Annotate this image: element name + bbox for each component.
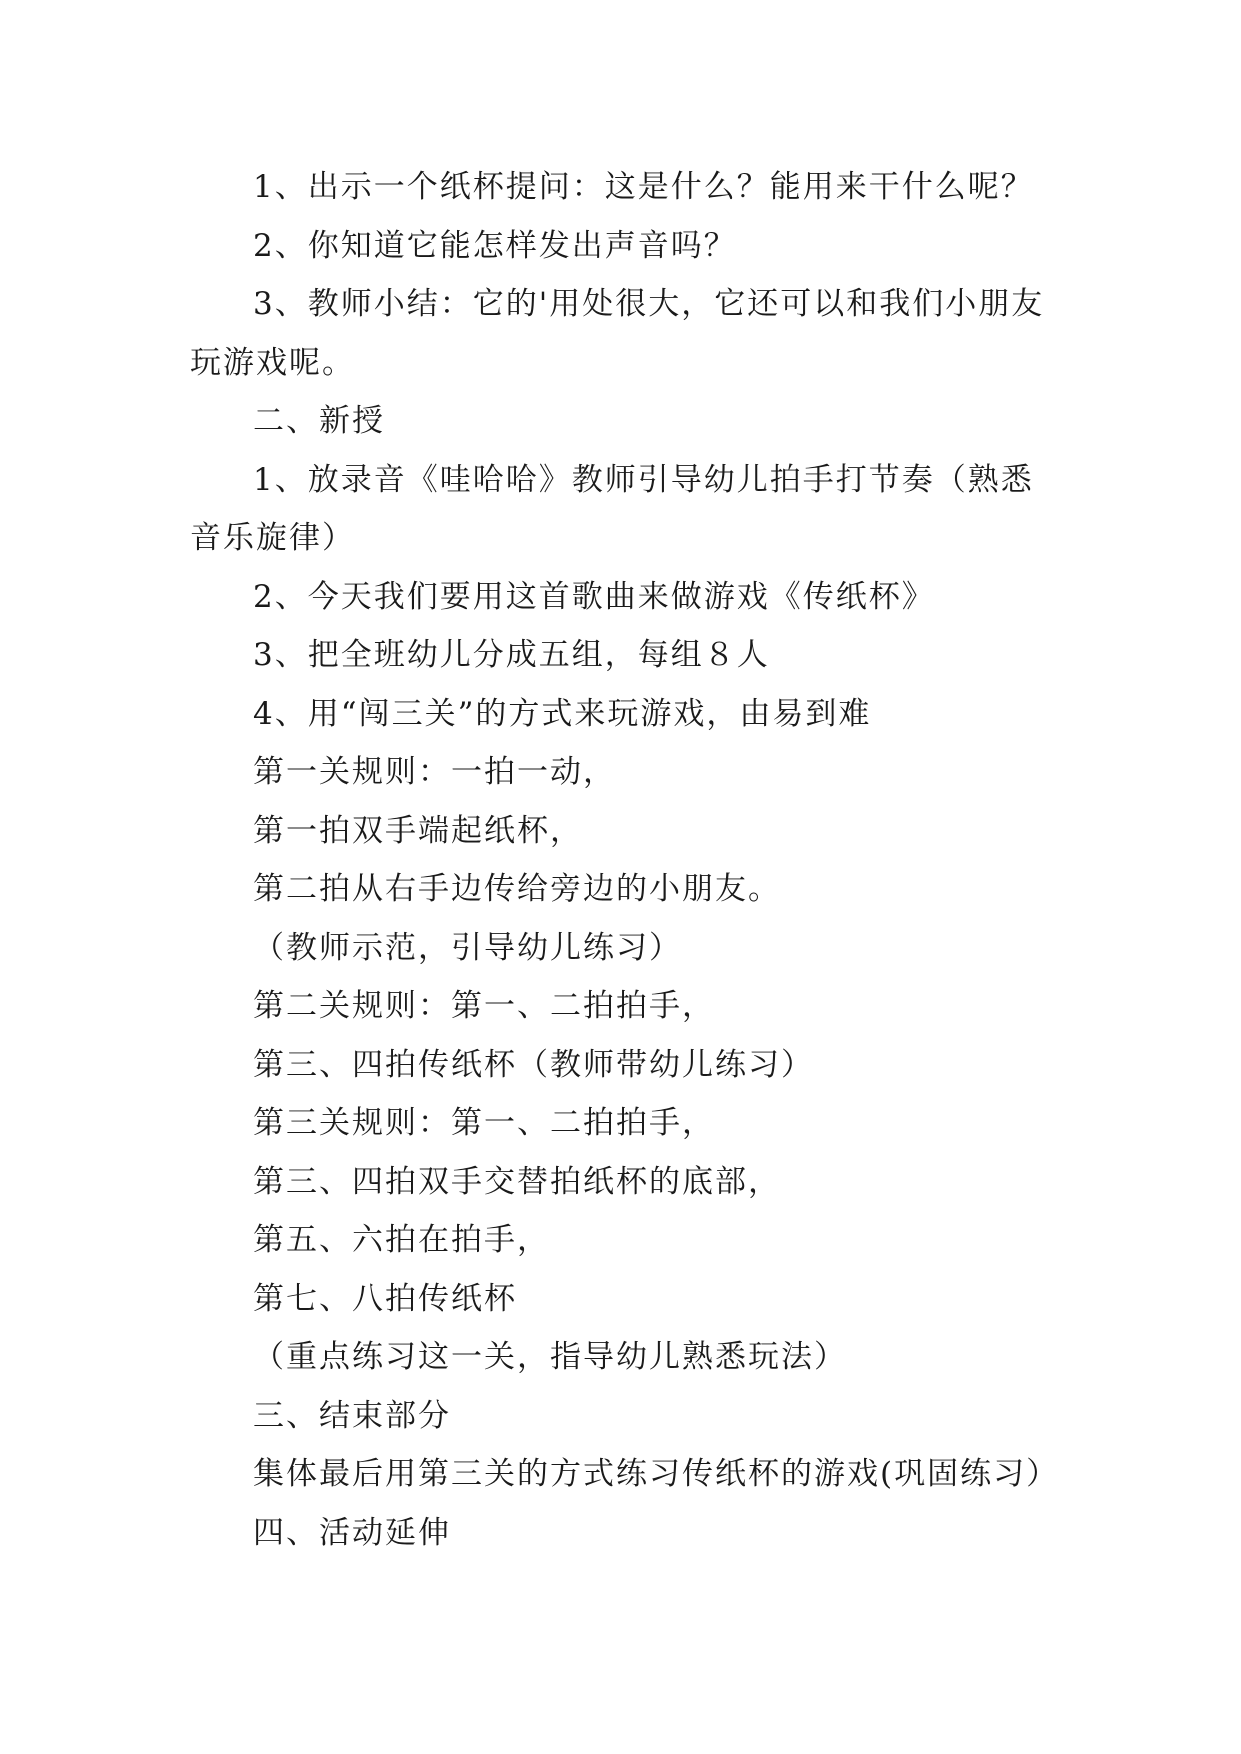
paragraph-3: 3、教师小结：它的'用处很大，它还可以和我们小朋友玩游戏呢。	[190, 286, 1045, 381]
paragraph-13: 第二关规则：第一、二拍拍手，	[253, 988, 715, 1024]
paragraph-5: 1、放录音《哇哈哈》教师引导幼儿拍手打节奏（熟悉音乐旋律）	[190, 461, 1034, 556]
paragraph-17: 第五、六拍在拍手，	[253, 1222, 550, 1258]
paragraph-21: 集体最后用第三关的方式练习传纸杯的游戏(巩固练习）	[253, 1456, 1060, 1492]
section-heading-extension: 四、活动延伸	[253, 1514, 451, 1551]
paragraph-12: （教师示范，引导幼儿练习）	[253, 929, 682, 966]
section-heading-ending: 三、结束部分	[253, 1397, 451, 1434]
paragraph-14: 第三、四拍传纸杯（教师带幼儿练习）	[253, 1046, 814, 1083]
section-heading-new-lesson: 二、新授	[253, 403, 385, 439]
paragraph-19: （重点练习这一关，指导幼儿熟悉玩法）	[253, 1339, 847, 1375]
paragraph-7: 3、把全班幼儿分成五组，每组８人	[253, 637, 770, 673]
paragraph-15: 第三关规则：第一、二拍拍手，	[253, 1105, 715, 1141]
paragraph-6: 2、今天我们要用这首歌曲来做游戏《传纸杯》	[253, 578, 935, 615]
paragraph-11: 第二拍从右手边传给旁边的小朋友。	[253, 871, 781, 907]
document-body	[190, 158, 1060, 1562]
paragraph-8: 4、用“闯三关”的方式来玩游戏，由易到难	[253, 695, 872, 732]
paragraph-18: 第七、八拍传纸杯	[253, 1280, 517, 1317]
paragraph-10: 第一拍双手端起纸杯，	[253, 812, 583, 849]
paragraph-2: 2、你知道它能怎样发出声音吗？	[253, 227, 737, 264]
paragraph-16: 第三、四拍双手交替拍纸杯的底部，	[253, 1163, 781, 1200]
paragraph-1: 1、出示一个纸杯提问：这是什么？能用来干什么呢？	[253, 169, 1034, 205]
paragraph-9: 第一关规则：一拍一动，	[253, 754, 616, 790]
